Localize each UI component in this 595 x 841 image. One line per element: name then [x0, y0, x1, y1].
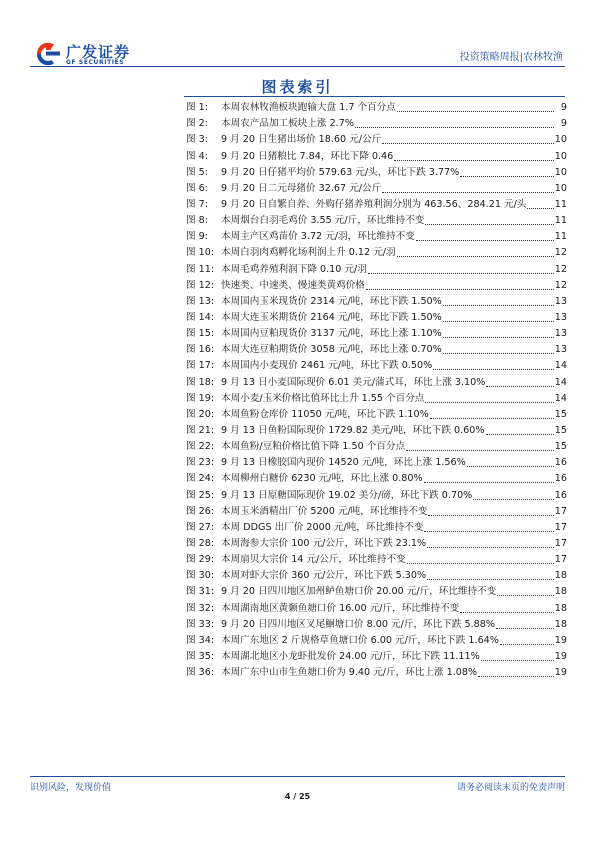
toc-leader-dots: [497, 591, 553, 596]
toc-page-number: 16: [554, 457, 567, 469]
toc-entry[interactable]: [186, 423, 567, 439]
toc-entry[interactable]: [186, 471, 567, 487]
toc-page-number: 11: [554, 231, 567, 243]
toc-figure-title: 本周湖南地区黄颡鱼塘口价 16.00 元/斤，环比维持不变: [221, 602, 460, 614]
footer-divider: [30, 776, 565, 777]
toc-leader-dots: [406, 446, 554, 451]
header-divider: [30, 66, 565, 67]
toc-page-number: 13: [554, 328, 567, 340]
toc-figure-number: 图 36:: [186, 667, 215, 679]
toc-figure-number: 图 8:: [186, 215, 208, 227]
toc-figure-title: 9 月 20 日二元母猪价 32.67 元/公斤: [221, 182, 382, 194]
toc-entry[interactable]: [186, 229, 567, 245]
toc-leader-dots: [496, 624, 554, 629]
toc-page-number: 9: [560, 102, 567, 114]
toc-entry[interactable]: [186, 391, 567, 407]
toc-leader-dots: [460, 172, 554, 177]
toc-figure-title: 本周鱼粉/豆粕价格比值下降 1.50 个百分点: [221, 441, 406, 453]
toc-figure-number: 图 35:: [186, 650, 215, 662]
toc-entry[interactable]: [186, 278, 567, 294]
toc-figure-number: 图 32:: [186, 602, 215, 614]
toc-page-number: 13: [554, 311, 567, 323]
toc-page-number: 16: [554, 489, 567, 501]
toc-leader-dots: [425, 398, 553, 403]
gf-logo-icon: [34, 40, 64, 68]
toc-leader-dots: [486, 382, 553, 387]
toc-figure-title: 9 月 13 日鱼粉国际现价 1729.82 美元/吨，环比下跌 0.60%: [221, 424, 485, 436]
toc-figure-number: 图 22:: [186, 441, 215, 453]
toc-page-number: 15: [554, 424, 567, 436]
toc-figure-number: 图 10:: [186, 247, 215, 259]
toc-leader-dots: [443, 301, 554, 306]
toc-figure-title: 快速类、中速类、慢速类黄鸡价格: [221, 279, 365, 291]
toc-entry[interactable]: [186, 132, 567, 148]
toc-page-number: 17: [554, 537, 567, 549]
toc-figure-number: 图 11:: [186, 263, 215, 275]
toc-figure-number: 图 19:: [186, 392, 215, 404]
toc-entry[interactable]: [186, 374, 567, 390]
toc-entry[interactable]: [186, 116, 567, 132]
toc-figure-title: 本周烟台白羽毛鸡价 3.55 元/斤，环比维持不变: [221, 215, 425, 227]
toc-figure-title: 本周广东地区 2 斤规格草鱼塘口价 6.00 元/斤，环比下跌 1.64%: [221, 634, 499, 646]
toc-page-number: 17: [554, 554, 567, 566]
toc-figure-title: 本周农林牧渔板块跑输大盘 1.7 个百分点: [221, 102, 396, 114]
toc-figure-number: 图 27:: [186, 521, 215, 533]
toc-figure-number: 图 5:: [186, 166, 208, 178]
toc-page-number: 11: [554, 215, 567, 227]
report-type: 投资策略周报|农林牧渔: [459, 52, 563, 63]
toc-entry[interactable]: [186, 649, 567, 665]
toc-page-number: 10: [554, 150, 567, 162]
toc-page-number: 14: [554, 392, 567, 404]
toc-entry[interactable]: [186, 568, 567, 584]
toc-leader-dots: [467, 462, 554, 467]
toc-entry[interactable]: [186, 342, 567, 358]
toc-entry[interactable]: [186, 665, 567, 681]
toc-entry[interactable]: [186, 504, 567, 520]
toc-leader-dots: [428, 511, 553, 516]
toc-leader-dots: [397, 107, 554, 112]
toc-entry[interactable]: [186, 165, 567, 181]
toc-figure-title: 本周国内玉米现货价 2314 元/吨，环比下跌 1.50%: [221, 295, 442, 307]
toc-figure-title: 9 月 20 日仔猪平均价 579.63 元/头，环比下跌 3.77%: [221, 166, 460, 178]
toc-figure-number: 图 34:: [186, 634, 215, 646]
toc-page-number: 9: [560, 118, 567, 130]
toc-leader-dots: [416, 236, 554, 241]
toc-figure-number: 图 9:: [186, 231, 208, 243]
toc-figure-title: 本周大连玉米期货价 2164 元/吨，环比下跌 1.50%: [221, 311, 442, 323]
toc-entry[interactable]: [186, 197, 567, 213]
toc-leader-dots: [427, 575, 554, 580]
toc-figure-number: 图 20:: [186, 408, 215, 420]
toc-figure-title: 本周对虾大宗价 360 元/公斤，环比下跌 5.30%: [221, 570, 427, 582]
toc-leader-dots: [424, 478, 554, 483]
toc-leader-dots: [407, 559, 554, 564]
toc-figure-title: 本周国内豆粕现货价 3137 元/吨，环比上涨 1.10%: [221, 328, 442, 340]
toc-leader-dots: [397, 252, 554, 257]
toc-entry[interactable]: [186, 100, 567, 116]
toc-leader-dots: [486, 430, 554, 435]
toc-figure-number: 图 17:: [186, 360, 215, 372]
toc-figure-number: 图 1:: [186, 102, 208, 114]
toc-page-number: 18: [554, 570, 567, 582]
toc-entry[interactable]: [186, 181, 567, 197]
toc-page-number: 19: [554, 667, 567, 679]
toc-entry[interactable]: [186, 407, 567, 423]
toc-figure-title: 本周农产品加工板块上涨 2.7%: [221, 118, 354, 130]
toc-leader-dots: [473, 495, 553, 500]
toc-page-number: 15: [554, 441, 567, 453]
toc-figure-title: 本周大连豆粕期货价 3058 元/吨，环比上涨 0.70%: [221, 344, 442, 356]
toc-figure-title: 9 月 13 日橡胶国内现价 14520 元/吨，环比上涨 1.56%: [221, 457, 466, 469]
toc-figure-number: 图 30:: [186, 570, 215, 582]
toc-entry[interactable]: [186, 326, 567, 342]
toc-entry[interactable]: [186, 455, 567, 471]
toc-leader-dots: [427, 543, 554, 548]
toc-figure-title: 本周鱼粉仓库价 11050 元/吨，环比下跌 1.10%: [221, 408, 429, 420]
toc-entry[interactable]: [186, 584, 567, 600]
toc-figure-title: 本周玉米酒精出厂价 5200 元/吨，环比维持不变: [221, 505, 428, 517]
toc-leader-dots: [424, 527, 553, 532]
toc-figure-title: 9 月 20 日四川地区叉尾鮰塘口价 8.00 元/斤，环比下跌 5.88%: [221, 618, 495, 630]
page-header: [30, 0, 565, 72]
toc-entry[interactable]: [186, 520, 567, 536]
toc-figure-number: 图 21:: [186, 424, 215, 436]
toc-figure-title: 9 月 13 日原糖国际现价 19.02 美分/磅，环比下跌 0.70%: [221, 489, 473, 501]
toc-figure-title: 本周毛鸡养殖利润下降 0.10 元/羽: [221, 263, 367, 275]
toc-page-number: 14: [554, 376, 567, 388]
toc-leader-dots: [425, 220, 553, 225]
toc-page-number: 18: [554, 602, 567, 614]
toc-entry[interactable]: [186, 633, 567, 649]
toc-figure-number: 图 29:: [186, 554, 215, 566]
toc-figure-number: 图 4:: [186, 150, 208, 162]
toc-entry[interactable]: [186, 552, 567, 568]
toc-page-number: 12: [554, 247, 567, 259]
toc-figure-number: 图 24:: [186, 473, 215, 485]
toc-figure-number: 图 16:: [186, 344, 215, 356]
toc-figure-number: 图 2:: [186, 118, 208, 130]
toc-entry[interactable]: [186, 487, 567, 503]
toc-figure-title: 本周海参大宗价 100 元/公斤，环比下跌 23.1%: [221, 537, 427, 549]
toc-page-number: 13: [554, 344, 567, 356]
toc-figure-title: 本周 DDGS 出厂价 2000 元/吨，环比维持不变: [221, 521, 424, 533]
toc-leader-dots: [443, 317, 554, 322]
toc-entry[interactable]: [186, 600, 567, 616]
toc-page-number: 18: [554, 618, 567, 630]
figure-index-list: [186, 100, 567, 681]
toc-entry[interactable]: [186, 261, 567, 277]
toc-figure-title: 本周湖北地区小龙虾批发价 24.00 元/斤，环比下跌 11.11%: [221, 650, 480, 662]
toc-figure-title: 本周主产区鸡苗价 3.72 元/羽，环比维持不变: [221, 231, 415, 243]
toc-leader-dots: [433, 365, 554, 370]
toc-figure-number: 图 6:: [186, 182, 208, 194]
toc-entry[interactable]: [186, 536, 567, 552]
toc-page-number: 11: [554, 198, 567, 210]
toc-page-number: 10: [554, 166, 567, 178]
toc-page-number: 19: [554, 634, 567, 646]
toc-figure-number: 图 12:: [186, 279, 215, 291]
logo-chinese-name: 广发证券: [66, 43, 131, 61]
toc-figure-title: 9 月 20 日自繁自养、外购仔猪养殖利润分别为 463.56、284.21 元/头: [221, 198, 527, 210]
toc-entry[interactable]: [186, 617, 567, 633]
toc-page-number: 12: [554, 263, 567, 275]
toc-page-number: 13: [554, 295, 567, 307]
toc-figure-title: 9 月 20 日猪粮比 7.84，环比下降 0.46: [221, 150, 394, 162]
toc-figure-title: 9 月 13 日小麦国际现价 6.01 美元/蒲式耳，环比上涨 3.10%: [221, 376, 486, 388]
toc-leader-dots: [478, 672, 554, 677]
toc-entry[interactable]: [186, 310, 567, 326]
toc-entry[interactable]: [186, 439, 567, 455]
toc-figure-title: 本周白羽肉鸡孵化场利润上升 0.12 元/羽: [221, 247, 396, 259]
toc-figure-number: 图 31:: [186, 586, 215, 598]
toc-figure-title: 本周广东中山市生鱼塘口价为 9.40 元/斤，环比上涨 1.08%: [221, 667, 478, 679]
toc-leader-dots: [443, 349, 554, 354]
toc-page-number: 10: [554, 134, 567, 146]
toc-leader-dots: [382, 139, 554, 144]
logo-english-name: GF SECURITIES: [66, 59, 125, 66]
toc-page-number: 18: [554, 586, 567, 598]
toc-figure-number: 图 28:: [186, 537, 215, 549]
toc-entry[interactable]: [186, 245, 567, 261]
toc-leader-dots: [460, 608, 554, 613]
toc-leader-dots: [366, 285, 554, 290]
toc-page-number: 17: [554, 521, 567, 533]
toc-leader-dots: [355, 123, 554, 128]
toc-leader-dots: [382, 188, 554, 193]
toc-leader-dots: [394, 156, 554, 161]
toc-figure-title: 本周柳州白糖价 6230 元/吨，环比上涨 0.80%: [221, 473, 423, 485]
toc-figure-number: 图 26:: [186, 505, 215, 517]
toc-page-number: 16: [554, 473, 567, 485]
gf-securities-logo: [34, 40, 164, 68]
toc-leader-dots: [527, 204, 553, 209]
toc-entry[interactable]: [186, 148, 567, 164]
toc-figure-title: 本周扇贝大宗价 14 元/公斤，环比维持不变: [221, 554, 406, 566]
page-title: 图表索引: [261, 78, 334, 96]
toc-page-number: 19: [554, 650, 567, 662]
toc-figure-number: 图 23:: [186, 457, 215, 469]
footer-disclaimer-note: 请务必阅读末页的免责声明: [456, 783, 565, 793]
toc-page-number: 17: [554, 505, 567, 517]
page-number: 4 / 25: [284, 792, 311, 801]
footer-slogan: 识别风险，发现价值: [30, 783, 112, 793]
toc-leader-dots: [368, 269, 554, 274]
toc-figure-number: 图 14:: [186, 311, 215, 323]
toc-page-number: 15: [554, 408, 567, 420]
toc-figure-title: 本周国内小麦现价 2461 元/吨，环比下跌 0.50%: [221, 360, 433, 372]
toc-page-number: 10: [554, 182, 567, 194]
toc-entry[interactable]: [186, 358, 567, 374]
toc-figure-number: 图 7:: [186, 198, 208, 210]
toc-entry[interactable]: [186, 294, 567, 310]
toc-leader-dots: [443, 333, 554, 338]
toc-figure-number: 图 13:: [186, 295, 215, 307]
toc-figure-number: 图 18:: [186, 376, 215, 388]
toc-page-number: 12: [554, 279, 567, 291]
toc-figure-number: 图 15:: [186, 328, 215, 340]
toc-figure-title: 9 月 20 日生猪出场价 18.60 元/公斤: [221, 134, 382, 146]
toc-leader-dots: [430, 414, 554, 419]
toc-page-number: 14: [554, 360, 567, 372]
title-divider: [184, 96, 565, 97]
toc-leader-dots: [481, 656, 554, 661]
toc-figure-number: 图 33:: [186, 618, 215, 630]
toc-entry[interactable]: [186, 213, 567, 229]
toc-figure-title: 本周小麦/玉米价格比值环比上升 1.55 个百分点: [221, 392, 425, 404]
toc-figure-title: 9 月 20 日四川地区加州鲈鱼塘口价 20.00 元/斤，环比维持不变: [221, 586, 497, 598]
toc-figure-number: 图 3:: [186, 134, 208, 146]
toc-leader-dots: [500, 640, 554, 645]
toc-figure-number: 图 25:: [186, 489, 215, 501]
